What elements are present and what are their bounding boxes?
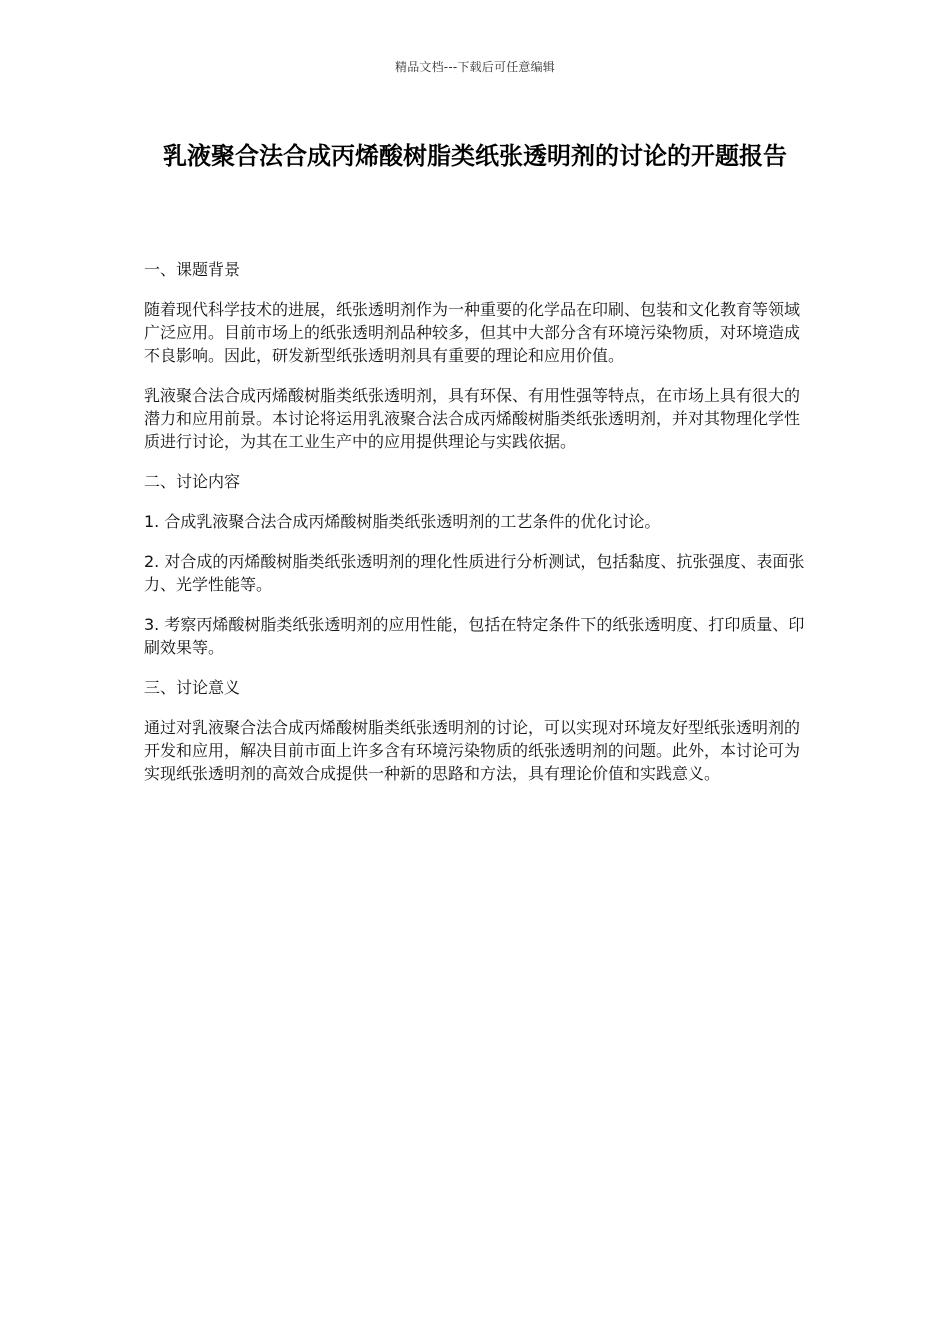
section-background	[144, 258, 812, 453]
section-heading: 二、讨论内容	[144, 472, 241, 491]
document-title: 乳液聚合法合成丙烯酸树脂类纸张透明剂的讨论的开题报告	[163, 142, 787, 170]
document-body	[144, 258, 812, 802]
paragraph: 通过对乳液聚合法合成丙烯酸树脂类纸张透明剂的讨论，可以实现对环境友好型纸张透明剂的开发和应用，解决目前市面上许多含有环境污染物质的纸张透明剂的问题。此外，本讨论可为实现纸张透明剂的高效合成提供一种新的思路和方法，具有理论价值和实践意义。	[144, 718, 801, 783]
section-heading: 三、讨论意义	[144, 678, 241, 697]
section-heading: 一、课题背景	[144, 260, 241, 279]
list-item: 3. 考察丙烯酸树脂类纸张透明剂的应用性能，包括在特定条件下的纸张透明度、打印质量、印刷效果等。	[144, 615, 805, 657]
paragraph: 乳液聚合法合成丙烯酸树脂类纸张透明剂，具有环保、有用性强等特点，在市场上具有很大的潜力和应用前景。本讨论将运用乳液聚合法合成丙烯酸树脂类纸张透明剂，并对其物理化学性质进行讨论，为其在工业生产中的应用提供理论与实践依据。	[144, 386, 801, 451]
list-item: 2. 对合成的丙烯酸树脂类纸张透明剂的理化性质进行分析测试，包括黏度、抗张强度、表面张力、光学性能等。	[144, 552, 805, 594]
section-content	[144, 470, 812, 659]
section-significance	[144, 676, 812, 785]
paragraph: 随着现代科学技术的进展，纸张透明剂作为一种重要的化学品在印刷、包装和文化教育等领域广泛应用。目前市场上的纸张透明剂品种较多，但其中大部分含有环境污染物质，对环境造成不良影响。因此，研发新型纸张透明剂具有重要的理论和应用价值。	[144, 300, 801, 365]
header-note: 精品文档---下载后可任意编辑	[395, 60, 555, 74]
list-item: 1. 合成乳液聚合法合成丙烯酸树脂类纸张透明剂的工艺条件的优化讨论。	[144, 512, 661, 531]
